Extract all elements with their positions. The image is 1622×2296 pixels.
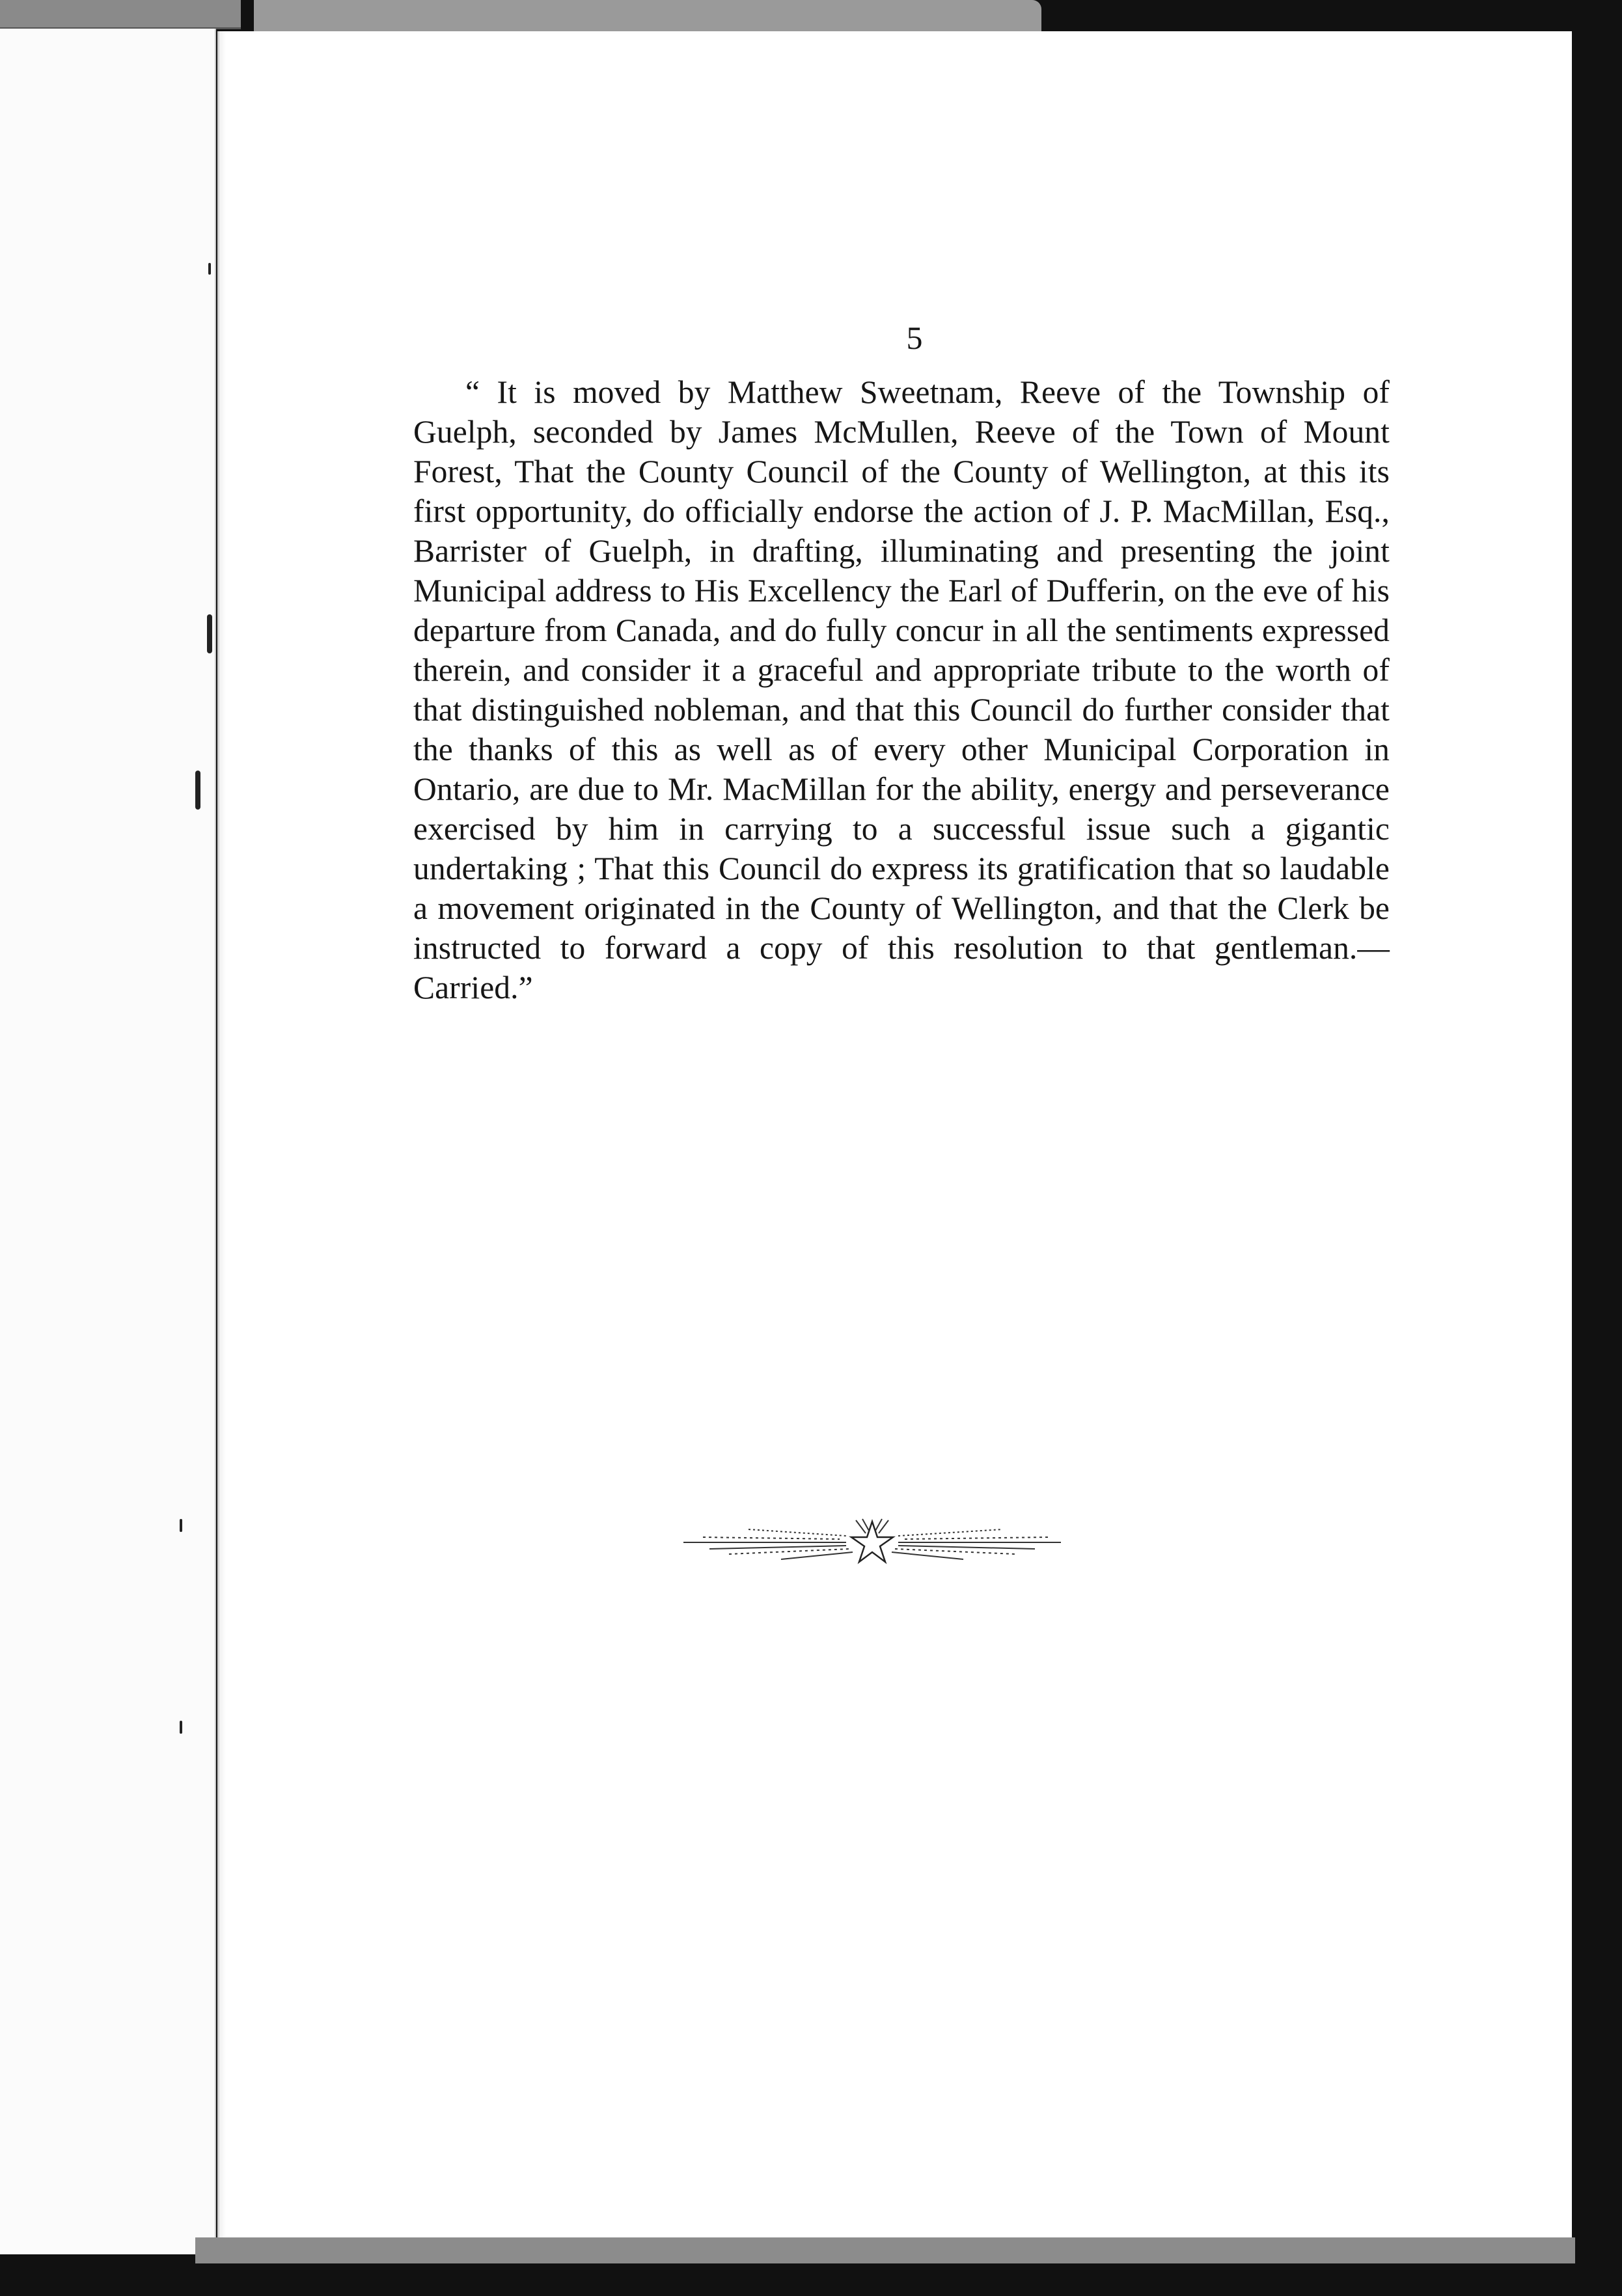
- top-page-edge-left: [0, 0, 241, 29]
- star-burst-ornament-icon: [683, 1516, 1061, 1568]
- binding-mark: [208, 263, 211, 275]
- book-page: [217, 31, 1572, 2252]
- binding-mark: [195, 771, 200, 810]
- bottom-page-edge: [195, 2237, 1575, 2263]
- binding-mark: [207, 614, 212, 653]
- facing-page-edge: [0, 29, 216, 2254]
- resolution-paragraph: “ It is moved by Matthew Sweetnam, Reeve of the Township of Guelph, seconded by James McMullen, Reeve of the Town of Mount Forest, That the County Council of the County of Wellington, at this its first opportunity, do officially endorse the action of J. P. MacMillan, Esq., Barrister of Guelph, in drafting, illuminating and presenting the joint Municipal address to His Excellency the Earl of Dufferin, on the eve of his departure from Canada, and do fully concur in all the sentiments expressed therein, and consider it a graceful and appropriate tribute to the worth of that distinguished nobleman, and that this Council do further consider that the thanks of this as well as of every other Municipal Corporation in Ontario, are due to Mr. MacMillan for the ability, energy and perseverance exercised by him in carrying to a successful issue such a gigantic undertaking ; That this Council do express its gratification that so laudable a movement originated in the County of Wellington, and that the Clerk be instructed to forward a copy of this resolution to that gentleman.—Carried.”: [413, 374, 1390, 1005]
- binding-mark: [180, 1519, 182, 1532]
- page-number: 5: [906, 320, 923, 356]
- binding-mark: [180, 1721, 182, 1734]
